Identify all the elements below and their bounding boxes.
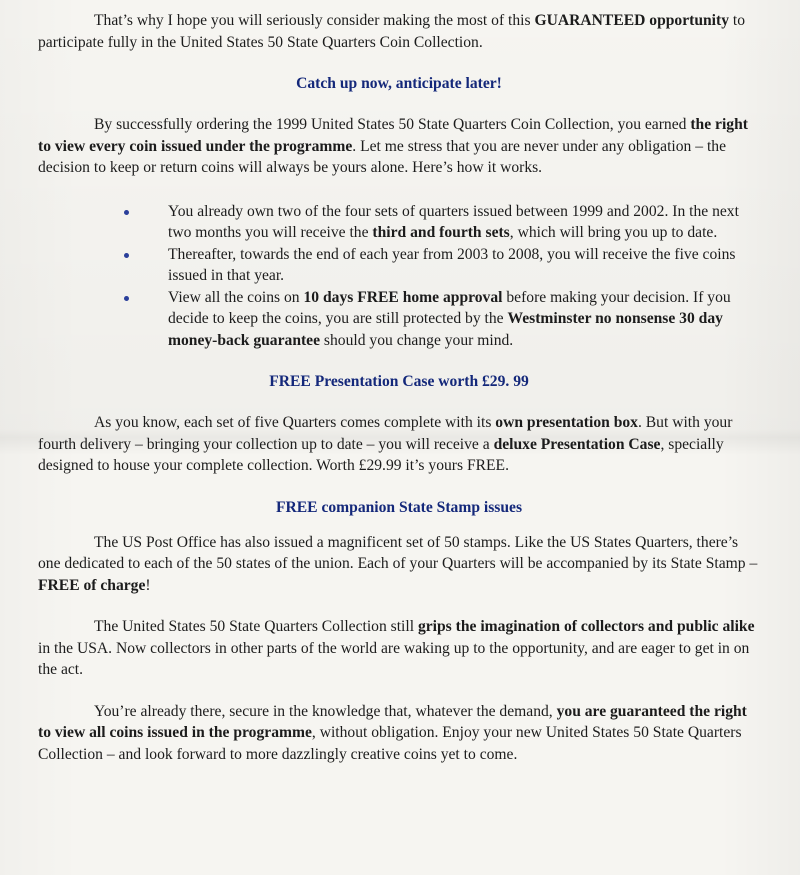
heading-catch-up: Catch up now, anticipate later!	[296, 75, 502, 92]
list-item: View all the coins on 10 days FREE home approval before making your decision. If you decide to keep the coins, you are still protected by the Westminster no nonsense 30 day money-back guarantee should you change your mind.	[128, 287, 760, 352]
how-it-works-list	[38, 201, 760, 352]
rights-paragraph: By successfully ordering the 1999 United States 50 State Quarters Coin Collection, you earned the right to view every coin issued under the programme. Let me stress that you are never under any obligation – the decision to keep or return coins will always be yours alone. Here’s how it works.	[38, 116, 748, 176]
presentation-case-paragraph: As you know, each set of five Quarters comes complete with its own presentation box. But with your fourth delivery – bringing your collection up to date – you will receive a deluxe Presentation Case, specially designed to house your complete collection. Worth £29.99 it’s yours FREE.	[38, 414, 733, 474]
bullet-dot-icon	[124, 210, 129, 215]
list-item: You already own two of the four sets of quarters issued between 1999 and 2002. In the next two months you will receive the third and fourth sets, which will bring you up to date.	[128, 201, 760, 244]
heading-presentation-case: FREE Presentation Case worth £29. 99	[269, 373, 529, 390]
stamps-paragraph: The US Post Office has also issued a magnificent set of 50 stamps. Like the US States Quarters, there’s one dedicated to each of the 50 states of the union. Each of your Quarters will be accompanied by its State Stamp – FREE of charge!	[38, 533, 758, 594]
imagination-paragraph: The United States 50 State Quarters Collection still grips the imagination of collectors and public alike in the USA. Now collectors in other parts of the world are waking up to the opportunity, and are eager to get in on the act.	[38, 618, 755, 678]
letter-body	[38, 10, 760, 765]
bullet-dot-icon	[124, 253, 129, 258]
rights-emphasis: the right to view every coin issued under the programme	[38, 116, 748, 155]
list-item: Thereafter, towards the end of each year from 2003 to 2008, you will receive the five coins issued in that year.	[128, 244, 760, 287]
bullet-dot-icon	[124, 296, 129, 301]
intro-paragraph: That’s why I hope you will seriously consider making the most of this GUARANTEED opportunity to participate fully in the United States 50 State Quarters Coin Collection.	[38, 12, 746, 51]
intro-emphasis: GUARANTEED opportunity	[534, 12, 730, 29]
closing-paragraph: You’re already there, secure in the knowledge that, whatever the demand, you are guaranteed the right to view all coins issued in the programme, without obligation. Enjoy your new United States 50 State Quarters Collection – and look forward to more dazzlingly creative coins yet to come.	[38, 702, 747, 763]
heading-stamp-issues: FREE companion State Stamp issues	[275, 498, 523, 516]
